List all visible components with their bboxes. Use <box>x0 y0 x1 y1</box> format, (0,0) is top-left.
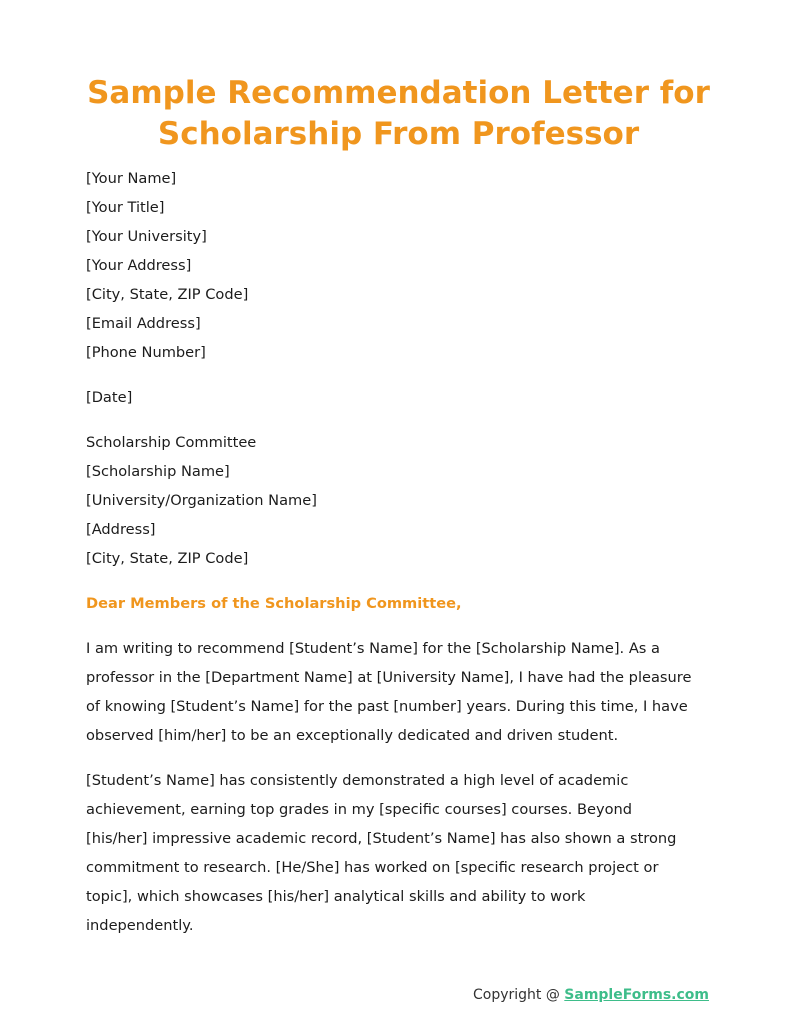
sender-name: [Your Name] <box>86 170 177 187</box>
recipient-committee: Scholarship Committee <box>86 434 257 451</box>
sender-email: [Email Address] <box>86 315 201 332</box>
recipient-city-state-zip: [City, State, ZIP Code] <box>86 550 249 567</box>
paragraph-line: independently. <box>86 917 194 934</box>
recipient-address-block <box>86 428 716 573</box>
sender-city-state-zip: [City, State, ZIP Code] <box>86 286 249 303</box>
recipient-address: [Address] <box>86 521 156 538</box>
sender-title: [Your Title] <box>86 199 165 216</box>
salutation: Dear Members of the Scholarship Committee, <box>86 595 462 612</box>
paragraph-line: achievement, earning top grades in my [specific courses] courses. Beyond <box>86 801 633 818</box>
copyright-prefix: Copyright @ <box>472 987 565 1003</box>
paragraph-line: observed [him/her] to be an exceptionally dedicated and driven student. <box>86 727 619 744</box>
copyright-footer <box>473 987 709 1003</box>
body-paragraph-1 <box>86 634 716 750</box>
paragraph-line: [his/her] impressive academic record, [Student’s Name] has also shown a strong <box>86 830 677 847</box>
paragraph-line: commitment to research. [He/She] has worked on [specific research project or <box>86 859 659 876</box>
body-paragraph-2 <box>86 766 716 940</box>
sampleforms-link[interactable]: SampleForms.com <box>564 987 709 1003</box>
sender-university: [Your University] <box>86 228 207 245</box>
sender-address: [Your Address] <box>86 257 192 274</box>
title-line-1: Sample Recommendation Letter for <box>87 75 710 111</box>
paragraph-line: professor in the [Department Name] at [University Name], I have had the pleasure <box>86 669 692 686</box>
sender-address-block <box>86 164 716 367</box>
paragraph-line: I am writing to recommend [Student’s Name] for the [Scholarship Name]. As a <box>86 640 660 657</box>
paragraph-line: of knowing [Student’s Name] for the past [number] years. During this time, I have <box>86 698 688 715</box>
recipient-organization: [University/Organization Name] <box>86 492 317 509</box>
recipient-scholarship-name: [Scholarship Name] <box>86 463 230 480</box>
sender-phone: [Phone Number] <box>86 344 206 361</box>
date-line: [Date] <box>86 389 133 406</box>
page-title <box>0 73 797 155</box>
paragraph-line: topic], which showcases [his/her] analytical skills and ability to work <box>86 888 586 905</box>
paragraph-line: [Student’s Name] has consistently demonstrated a high level of academic <box>86 772 629 789</box>
letter-body <box>86 164 716 940</box>
title-line-2: Scholarship From Professor <box>157 116 640 152</box>
